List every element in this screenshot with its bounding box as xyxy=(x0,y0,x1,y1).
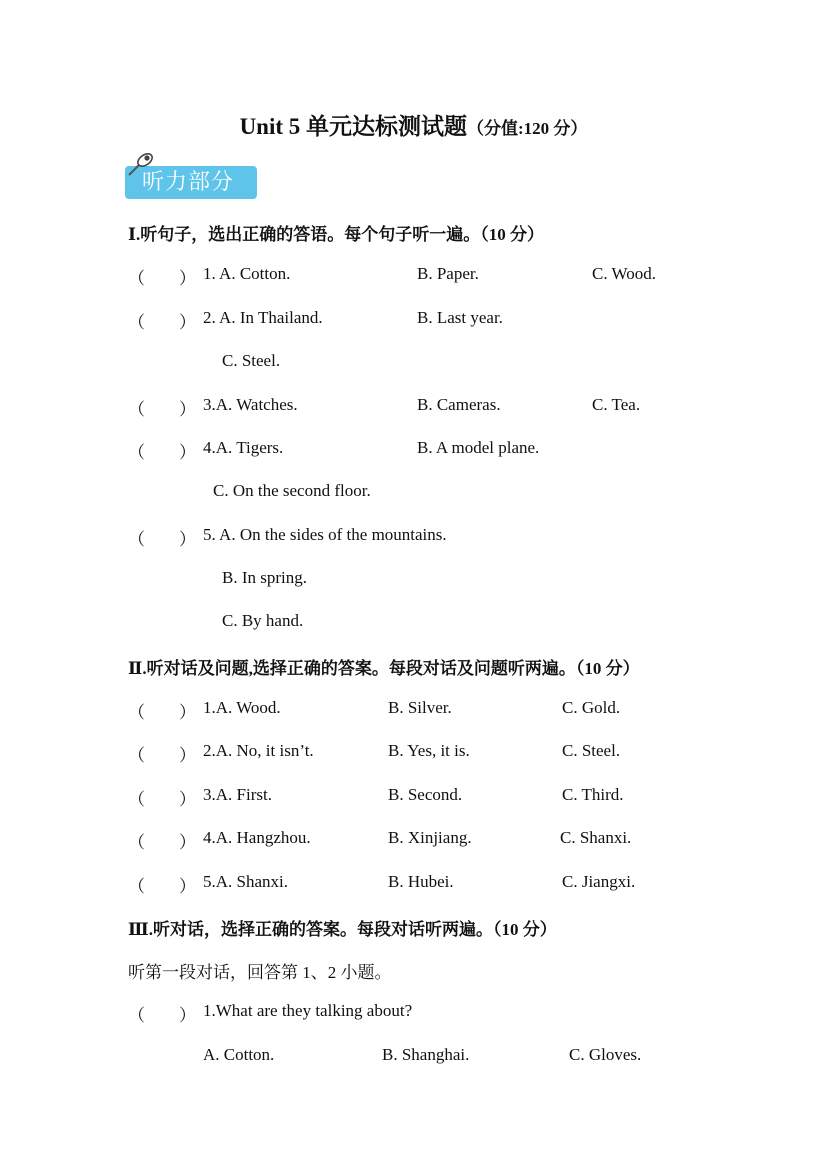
option-b: B. Yes, it is. xyxy=(388,741,470,760)
option-a: 2.A. No, it isn’t. xyxy=(203,741,314,760)
section3-instruction: 听第一段对话，回答第 1、2 小题。 xyxy=(128,963,392,982)
answer-blank[interactable]: （ ） xyxy=(128,313,196,332)
option-c: C. Jiangxi. xyxy=(562,872,636,891)
section3-heading: Ⅲ.听对话，选择正确的答案。每段对话听两遍。（10 分） xyxy=(128,920,557,939)
option-a: 1.A. Wood. xyxy=(203,698,281,717)
option-b: B. Paper. xyxy=(417,264,479,283)
option-c: C. Gloves. xyxy=(569,1045,642,1064)
option-a: 4.A. Hangzhou. xyxy=(203,828,311,847)
answer-blank[interactable]: （ ） xyxy=(128,1006,196,1025)
option-c: C. Tea. xyxy=(592,395,641,414)
page-title xyxy=(0,108,827,141)
answer-blank[interactable]: （ ） xyxy=(128,877,196,896)
option-c: C. On the second floor. xyxy=(213,481,371,500)
option-b: B. Xinjiang. xyxy=(388,828,472,847)
badge-label: 听力部分 xyxy=(125,166,257,199)
listening-badge xyxy=(124,152,264,200)
option-c: C. Steel. xyxy=(222,351,281,370)
option-a: 5. A. On the sides of the mountains. xyxy=(203,525,447,544)
section2-heading: Ⅱ.听对话及问题,选择正确的答案。每段对话及问题听两遍。（10 分） xyxy=(128,659,640,678)
option-b: B. A model plane. xyxy=(417,438,540,457)
option-b: B. Cameras. xyxy=(417,395,501,414)
option-a: A. Cotton. xyxy=(203,1045,275,1064)
option-b: B. Last year. xyxy=(417,308,503,327)
option-b: B. Silver. xyxy=(388,698,452,717)
option-c: C. Steel. xyxy=(562,741,621,760)
option-b: B. In spring. xyxy=(222,568,307,587)
option-a: 3.A. Watches. xyxy=(203,395,298,414)
option-b: B. Second. xyxy=(388,785,463,804)
option-a: 2. A. In Thailand. xyxy=(203,308,323,327)
option-a: 5.A. Shanxi. xyxy=(203,872,288,891)
option-b: B. Hubei. xyxy=(388,872,454,891)
option-a: 3.A. First. xyxy=(203,785,272,804)
option-c: C. Third. xyxy=(562,785,624,804)
option-c: C. Gold. xyxy=(562,698,621,717)
option-c: C. By hand. xyxy=(222,611,304,630)
answer-blank[interactable]: （ ） xyxy=(128,703,196,722)
option-c: C. Shanxi. xyxy=(560,828,632,847)
pin-icon xyxy=(126,152,158,178)
section1-heading: Ⅰ.听句子，选出正确的答语。每个句子听一遍。（10 分） xyxy=(128,225,544,244)
title-score: （分值:120 分） xyxy=(467,119,588,138)
question-text: 1.What are they talking about? xyxy=(203,1001,413,1020)
title-main: Unit 5 单元达标测试题 xyxy=(239,114,468,139)
answer-blank[interactable]: （ ） xyxy=(128,400,196,419)
option-a: 1. A. Cotton. xyxy=(203,264,291,283)
option-b: B. Shanghai. xyxy=(382,1045,470,1064)
answer-blank[interactable]: （ ） xyxy=(128,530,196,549)
option-c: C. Wood. xyxy=(592,264,656,283)
answer-blank[interactable]: （ ） xyxy=(128,790,196,809)
answer-blank[interactable]: （ ） xyxy=(128,746,196,765)
answer-blank[interactable]: （ ） xyxy=(128,833,196,852)
option-a: 4.A. Tigers. xyxy=(203,438,284,457)
answer-blank[interactable]: （ ） xyxy=(128,443,196,462)
answer-blank[interactable]: （ ） xyxy=(128,269,196,288)
